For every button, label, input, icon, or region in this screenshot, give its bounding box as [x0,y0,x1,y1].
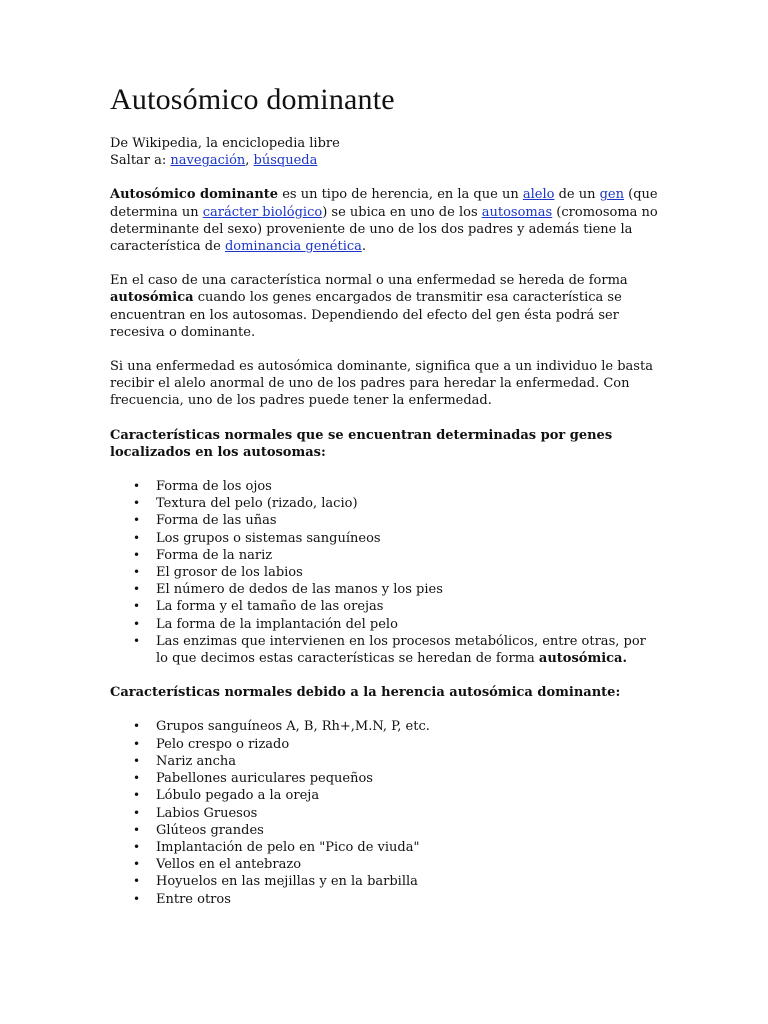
list-item-text: Nariz ancha [156,753,237,769]
list-item-text: autosómica. [538,651,628,667]
list-item [133,512,658,529]
list-item-text: Textura del pelo (rizado, lacio) [156,496,358,512]
list-item [133,805,658,822]
para2-bold: autosómica [110,290,194,306]
bullet-icon: • [133,822,141,837]
list-item-text: El grosor de los labios [156,565,303,581]
list-item [133,856,658,873]
list-item [133,770,658,787]
list-item-text: Forma de la nariz [156,547,273,563]
intro-term: Autosómico dominante [110,187,279,203]
section2-list [110,718,658,907]
bullet-icon: • [133,805,141,820]
list-item-text: Glúteos grandes [156,822,264,838]
autosomas-link[interactable]: autosomas [481,204,553,220]
caracter-biologico-link[interactable]: carácter biológico [202,204,323,220]
list-item [133,839,658,856]
list-item-text: Implantación de pelo en "Pico de viuda" [156,839,420,855]
list-item-text: Grupos sanguíneos A, B, Rh+,M.N, P, etc. [156,719,430,735]
list-item [133,495,658,512]
list-item [133,530,658,547]
list-item [133,564,658,581]
list-item [133,736,658,753]
list-item [133,822,658,839]
search-link[interactable]: búsqueda [253,153,318,169]
intro-text: de un [554,187,600,203]
list-item-text: La forma de la implantación del pelo [156,616,398,632]
list-item [133,598,658,615]
list-item-text: Forma de los ojos [156,479,272,495]
page-title: Autosómico dominante [110,83,395,116]
bullet-icon: • [133,874,141,889]
list-item-text: Labios Gruesos [156,805,258,821]
list-item [133,616,658,633]
list-item-text: La forma y el tamaño de las orejas [156,599,384,615]
list-item-text: Hoyuelos en las mejillas y en la barbilla [156,874,418,890]
list-item-text: Pelo crespo o rizado [156,736,290,752]
list-item [133,753,658,770]
bullet-icon: • [133,547,141,562]
subtitle-block [110,135,658,169]
paragraph-2 [110,272,658,341]
list-item-text: Lóbulo pegado a la oreja [156,788,320,804]
list-item-text: Los grupos o sistemas sanguíneos [156,530,381,546]
bullet-icon: • [133,891,141,906]
jump-prefix: Saltar a: [110,153,171,169]
bullet-icon: • [133,753,141,768]
list-item [133,547,658,564]
list-item [133,581,658,598]
alelo-link[interactable]: alelo [522,187,555,203]
bullet-icon: • [133,582,141,597]
bullet-icon: • [133,565,141,580]
bullet-icon: • [133,496,141,511]
bullet-icon: • [133,479,141,494]
bullet-icon: • [133,771,141,786]
intro-text: (que determina un [110,187,658,220]
intro-text: (cromosoma no determinante del sexo) proveniente de uno de los dos padres y además tiene la característica de [110,204,658,255]
list-item [133,478,658,495]
list-item-text: Las enzimas que intervienen en los procesos metabólicos, entre otras, por lo que decimos estas características se heredan de forma [156,633,646,667]
list-item [133,891,658,908]
bullet-icon: • [133,736,141,751]
bullet-icon: • [133,839,141,854]
intro-text: ) se ubica en uno de los [322,204,482,220]
list-item [133,633,658,667]
bullet-icon: • [133,857,141,872]
bullet-icon: • [133,788,141,803]
bullet-icon: • [133,513,141,528]
jump-line [110,152,658,169]
paragraph-3: Si una enfermedad es autosómica dominante, significa que a un individuo le basta recibir el alelo anormal de uno de los padres para heredar la enfermedad. Con frecuencia, uno de los padres puede tener la enfermedad. [110,359,653,409]
gen-link[interactable]: gen [599,187,624,203]
section1-heading: Características normales que se encuentran determinadas por genes localizados en los autosomas: [110,427,613,460]
para2-text: cuando los genes encargados de transmitir esa característica se encuentran en los autosomas. Dependiendo del efecto del gen ésta podrá ser recesiva o dominante. [110,290,622,340]
list-item-text: Entre otros [156,891,231,907]
list-item-text: Forma de las uñas [156,513,277,529]
list-item [133,873,658,890]
list-item-text: El número de dedos de las manos y los pies [156,582,443,598]
document-page [110,82,658,925]
bullet-icon: • [133,633,141,648]
list-item-text: Vellos en el antebrazo [156,857,302,873]
list-item [133,787,658,804]
bullet-icon: • [133,530,141,545]
intro-text: es un tipo de herencia, en la que un [278,187,523,203]
section2-heading: Características normales debido a la herencia autosómica dominante: [110,685,621,701]
bullet-icon: • [133,719,141,734]
dominancia-genetica-link[interactable]: dominancia genética [224,239,362,255]
section1-list [110,478,658,667]
para2-text: En el caso de una característica normal o una enfermedad se hereda de forma [110,273,628,289]
bullet-icon: • [133,616,141,631]
bullet-icon: • [133,599,141,614]
navigation-link[interactable]: navegación [170,153,246,169]
list-item-text: Pabellones auriculares pequeños [156,771,373,787]
list-item [133,718,658,735]
intro-paragraph [110,186,658,255]
intro-text: . [361,239,367,255]
source-line: De Wikipedia, la enciclopedia libre [110,136,340,151]
separator: , [245,153,254,169]
